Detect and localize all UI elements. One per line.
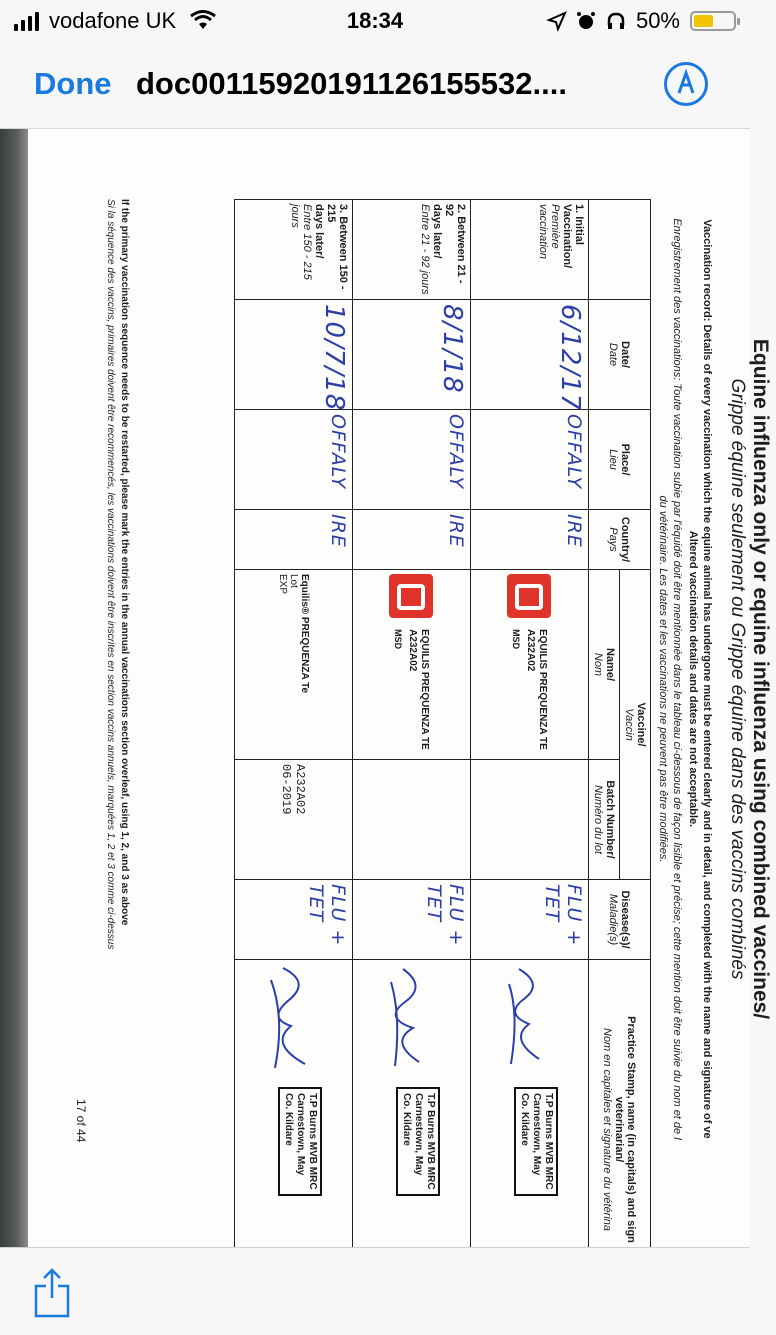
exp-label: EXP	[277, 574, 288, 595]
battery-percent: 50%	[635, 8, 680, 33]
share-icon[interactable]	[34, 1268, 70, 1318]
row-disease: FLU + TET	[471, 880, 589, 960]
row-place: OFFALY	[353, 410, 471, 510]
header-date: Date/ Date	[589, 300, 651, 410]
row-batch	[471, 760, 589, 880]
batch-exp: 06-2019	[279, 764, 294, 815]
vaccine-logo	[508, 574, 552, 618]
vet-signature	[383, 964, 431, 1074]
scan-edge	[0, 129, 28, 1247]
row-batch	[235, 760, 353, 880]
location-arrow-icon	[548, 12, 566, 30]
practice-stamp: T.P Burns MVB MRC Carnestown, May Co. Kildare	[396, 1087, 440, 1196]
done-button[interactable]: Done	[34, 66, 112, 101]
header-vaccine: Vaccine/ Vaccin	[620, 570, 651, 880]
header-stamp: Practice Stamp, name (in capitals) and sign veterinarian/ Nom en capitales et signature du vétérina	[589, 960, 651, 1300]
row-disease: FLU + TET	[353, 880, 471, 960]
header-disease: Disease(s)/ Maladie(s)	[589, 880, 651, 960]
status-bar	[0, 0, 750, 42]
carrier-name: vodafone UK	[49, 8, 177, 33]
markup-button[interactable]	[664, 62, 708, 106]
status-right	[548, 8, 736, 34]
row-country: IRE	[353, 510, 471, 570]
page-number: 17 of 44	[74, 1099, 88, 1143]
markup-pen-icon	[667, 65, 705, 103]
row-disease: FLU + TET	[235, 880, 353, 960]
vet-signature	[265, 964, 313, 1074]
row-label: 2. Between 21 - 92 days later/ Entre 21 - 92 jours	[353, 200, 471, 300]
battery-icon	[690, 11, 736, 31]
row-country: IRE	[471, 510, 589, 570]
vaccine-logo	[390, 574, 434, 618]
vaccine-label: EQUILIS PREQUENZA TE A232A02 MSD	[511, 629, 549, 750]
row-label: 1. Initial Vaccination/ Première vaccination	[471, 200, 589, 300]
header-row-label	[589, 200, 651, 300]
row-date: 6/12/17	[471, 300, 589, 410]
instructions-fr-line1: Enregistrement des vaccinations: Toute vaccination subie par l'équidé doit être mentionnée dans le tableau ci-dessous de façon lisible et précise; cette mention doit être suivie du nom et de l	[671, 218, 683, 1140]
nav-bar	[0, 42, 750, 129]
table-header-row	[620, 200, 651, 1300]
row-vaccine-name	[353, 570, 471, 760]
instructions-en	[686, 129, 714, 1229]
row-vaccine-name	[471, 570, 589, 760]
instructions-fr-line2: du vétérinaire. Les dates et les vaccinations ne peuvent pas être modifiées.	[657, 495, 669, 863]
battery-fill	[694, 15, 713, 27]
header-country: Country/ Pays	[589, 510, 651, 570]
table-row	[235, 200, 353, 1300]
practice-stamp: T.P Burns MVB MRC Carnestown, May Co. Kildare	[514, 1087, 558, 1196]
alarm-icon	[576, 11, 596, 31]
rotated-page-content	[74, 129, 776, 1243]
vaccine-sticker-name: Equilis® PREQUENZA Te	[299, 574, 310, 694]
instructions-en-line2: Altered vaccination details and dates are not acceptable.	[687, 530, 699, 828]
vaccination-table	[234, 199, 651, 1300]
row-place: OFFALY	[235, 410, 353, 510]
row-country: IRE	[235, 510, 353, 570]
row-label: 3. Between 150 - 215 days later/ Entre 150 - 215 jours	[235, 200, 353, 300]
form-title-en: Equine influenza only or equine influenza using combined vaccines/	[749, 338, 772, 1020]
bottom-toolbar	[0, 1247, 750, 1335]
practice-stamp: T.P Burns MVB MRC Carnestown, May Co. Kildare	[278, 1087, 322, 1196]
document-page	[28, 129, 772, 1247]
clock: 18:34	[346, 8, 404, 33]
vet-signature	[501, 964, 549, 1074]
row-batch	[353, 760, 471, 880]
row-vaccine-name	[235, 570, 353, 760]
footer-note-en: If the primary vaccination sequence needs to be restarted, please mark the entries in the annual vaccinations section overleaf, using 1, 2, and 3 as above	[119, 199, 130, 926]
batch-number: A232A02	[293, 764, 308, 815]
document-viewer[interactable]	[0, 129, 772, 1247]
lot-label: Lot	[288, 574, 299, 588]
header-vaccine-name: Name/ Nom	[589, 570, 620, 760]
vaccine-label: EQUILIS PREQUENZA TE A232A02 MSD	[393, 629, 431, 750]
instructions-en-line1: Vaccination record: Details of every vaccination which the equine animal has undergone must be entered clearly and in detail, and completed with the name and signature of ve	[701, 219, 713, 1139]
headphones-icon	[606, 11, 626, 31]
table-row	[353, 200, 471, 1300]
instructions-fr	[656, 129, 684, 1229]
table-row	[471, 200, 589, 1300]
row-place: OFFALY	[471, 410, 589, 510]
row-date: 8/1/18	[353, 300, 471, 410]
document-title: doc00115920191126155532....	[136, 66, 567, 101]
footer-note-fr: Si la séquence des vaccins, primaires doivent être recommencés, les vaccinations doivent être inscrites en section vaccins annuels, marquées 1, 2 et 3 comme ci-dessus	[105, 199, 116, 950]
row-date: 10/7/18	[235, 300, 353, 410]
form-title-fr: Grippe équine seulement ou Grippe équine dans des vaccins combinés	[727, 378, 748, 980]
header-place: Place/ Lieu	[589, 410, 651, 510]
header-batch-number: Batch Number/ Numéro du lot	[589, 760, 620, 880]
